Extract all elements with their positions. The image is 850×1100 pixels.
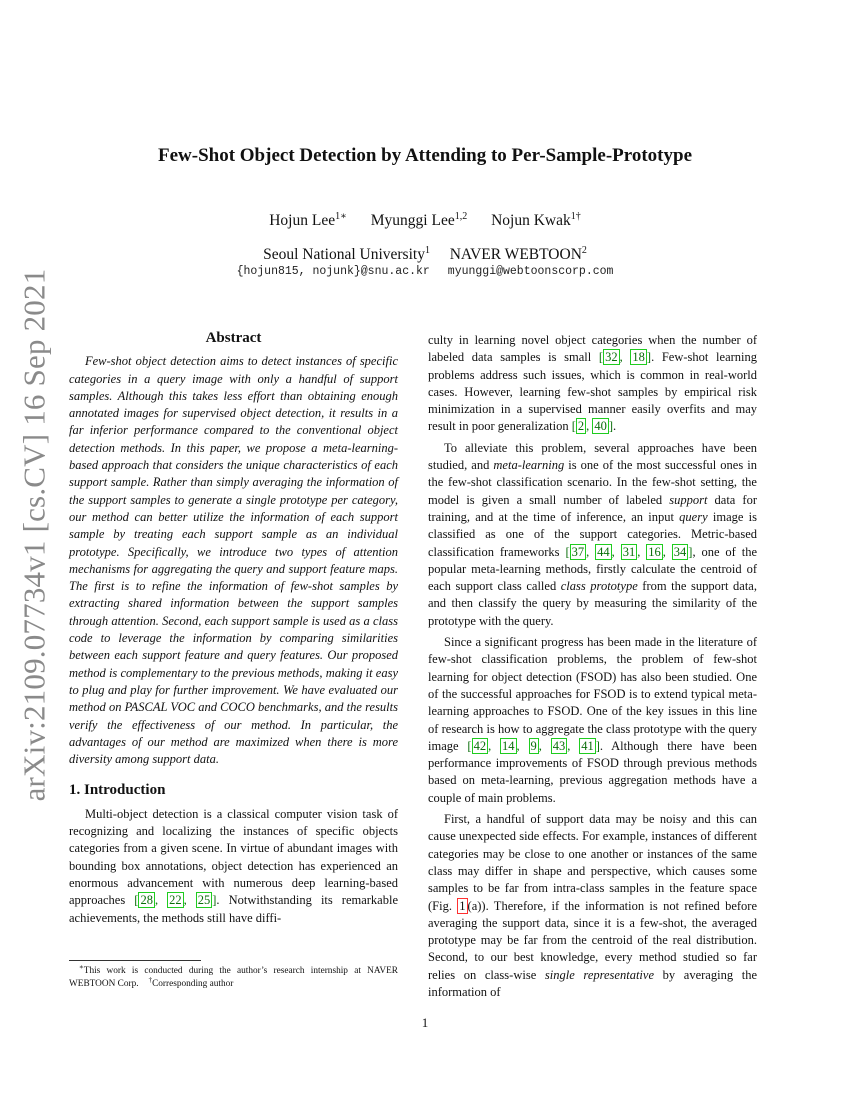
- right-column: [428, 332, 757, 1005]
- author-name: Myunggi Lee: [370, 212, 455, 229]
- arxiv-identifier: arXiv:2109.07734v1 [cs.CV] 16 Sep 2021: [16, 268, 51, 802]
- citation-link[interactable]: 28: [140, 893, 153, 908]
- paper-title: Few-Shot Object Detection by Attending to Per-Sample-Prototype: [157, 145, 692, 166]
- email-address: myunggi@webtoonscorp.com: [447, 265, 614, 278]
- citation-link[interactable]: 32: [605, 350, 618, 365]
- footnote-rule: [69, 960, 201, 961]
- figure-link[interactable]: 1: [459, 898, 466, 913]
- affiliation-marker: 1: [424, 245, 430, 256]
- arxiv-sideline: [10, 268, 58, 802]
- citation-link[interactable]: 9: [530, 738, 537, 753]
- citation-link[interactable]: 16: [648, 544, 661, 559]
- citation-link[interactable]: 34: [673, 544, 687, 559]
- author-name: Nojun Kwak: [491, 212, 571, 229]
- author-marker: 1∗: [335, 211, 347, 222]
- intro-paragraph: Multi-object detection is a classical computer vision task of recognizing and localizing the instances of specific objects categories from a given scene. In virtue of abundant images with bounding box annotations, object detection has experienced an enormous advancement with numerous deep learning-based approaches [ 28 , 22 , 25 ]. Notwithstanding its remarkable achievements, the methods still have diffi-: [69, 806, 398, 925]
- citation-link[interactable]: 44: [597, 544, 610, 559]
- affiliation-name: NAVER WEBTOON: [449, 246, 582, 263]
- citation-link[interactable]: 14: [502, 738, 515, 753]
- author-name: Hojun Lee: [269, 212, 336, 229]
- author-marker: 1†: [570, 211, 581, 222]
- affiliation-name: Seoul National University: [263, 246, 425, 263]
- abstract-text: Few-shot object detection aims to detect instances of specific categories in a query image with only a handful of support samples. Although this takes less effort than obtaining enough annotated images for supervised object detection, it results in a far inferior performance compared to the conventional object detection methods. In this paper, we propose a meta-learning-based approach that considers the unique characteristics of each support sample. Rather than simply averaging the information of the support samples to generate a single prototype per category, our method can better utilize the information of each support sample by treating each support sample as an individual prototype. Specifically, we introduce two types of attention mechanisms for aggregating the query and support feature maps. The first is to refine the information of few-shot samples by extracting shared information between the support samples through attention. Second, each support sample is used as a class code to leverage the information by comparing similarities between each support feature and query features. Our proposed method is complementary to the previous methods, making it easy to plug and play for further improvement. We have evaluated our method on PASCAL VOC and COCO benchmarks, and the results verify the effectiveness of our method. In particular, the advantages of our method are maximized when there is more diversity among support data.: [69, 354, 398, 767]
- citation-link[interactable]: 2: [577, 419, 585, 434]
- intro-paragraph: culty in learning novel object categories when the number of labeled data samples is small [ 32 , 18 ]. Few-shot learning problems address such issues, which is common in real-world cases. However, learning few-shot samples by empirical risk minimization in a supervised manner easily overfits and may result in poor generalization [ 2 , 40 ].: [428, 333, 757, 434]
- email-address: {hojun815, nojunk}@snu.ac.kr: [236, 265, 430, 278]
- left-column: [69, 330, 398, 931]
- affiliation-marker: 2: [581, 245, 587, 256]
- author-list: [0, 212, 850, 230]
- citation-link[interactable]: 31: [622, 544, 636, 559]
- citation-link[interactable]: 18: [632, 350, 645, 365]
- author-marker: 1,2: [454, 211, 468, 222]
- intro-paragraph: First, a handful of support data may be noisy and this can cause unexpected side effects. For example, instances of different categories may be close to one another or instances of the same class may differ in shape and perspective, which causes some samples to be far from intra-class samples in the feature space (Fig. 1 (a)). Therefore, if the information is not refined before averaging the support data, since it is a few-shot, the averaged prototype may be far from the centroid of the real distribution. Second, to our best knowledge, every method studied so far relies on class-wise single representative by averaging the information of: [428, 812, 758, 999]
- page-number: 1: [421, 1015, 429, 1030]
- intro-paragraph: Since a significant progress has been made in the literature of few-shot classification problems, the problem of few-shot learning for object detection (FSOD) has also been studied. One of the successful approaches for FSOD is to extend typical meta-learning approaches to FSOD. One of the key issues in this line of research is how to aggregate the class prototype with the query image [ 42 , 14 , 9 , 43 , 41 ]. Although there have been performance improvements of FSOD through previous methods based on meta-learning, previous aggregation methods have a couple of main problems.: [428, 635, 758, 805]
- intro-paragraph: To alleviate this problem, several approaches have been studied, and meta-learning is one of the most successful ones in the few-shot classification scenario. In the few-shot setting, the model is given a small number of labeled support data for training, and at the time of inference, an input query image is classified as one of the support categories. Metric-based classification frameworks [ 37 , 44 , 31 , 16 , 34 ], one of the popular meta-learning methods, firstly calculate the centroid of each support class called class prototype from the support data, and then classify the query by measuring the similarity of the prototype with the query.: [428, 440, 758, 628]
- citation-link[interactable]: 22: [169, 893, 182, 908]
- affiliation-list: [0, 246, 850, 264]
- email-list: [0, 265, 850, 278]
- section-heading-introduction: 1. Introduction: [69, 782, 166, 799]
- abstract-heading: Abstract: [205, 330, 262, 346]
- citation-link[interactable]: 37: [571, 544, 585, 559]
- citation-link[interactable]: 40: [594, 419, 607, 434]
- citation-link[interactable]: 43: [552, 738, 566, 753]
- citation-link[interactable]: 41: [581, 738, 594, 753]
- footnote: [69, 960, 398, 991]
- citation-link[interactable]: 25: [197, 893, 211, 908]
- footnote-text: ∗This work is conducted during the author’s research internship at NAVER WEBTOON Corp. †Corresponding author: [69, 963, 398, 989]
- citation-link[interactable]: 42: [473, 738, 487, 753]
